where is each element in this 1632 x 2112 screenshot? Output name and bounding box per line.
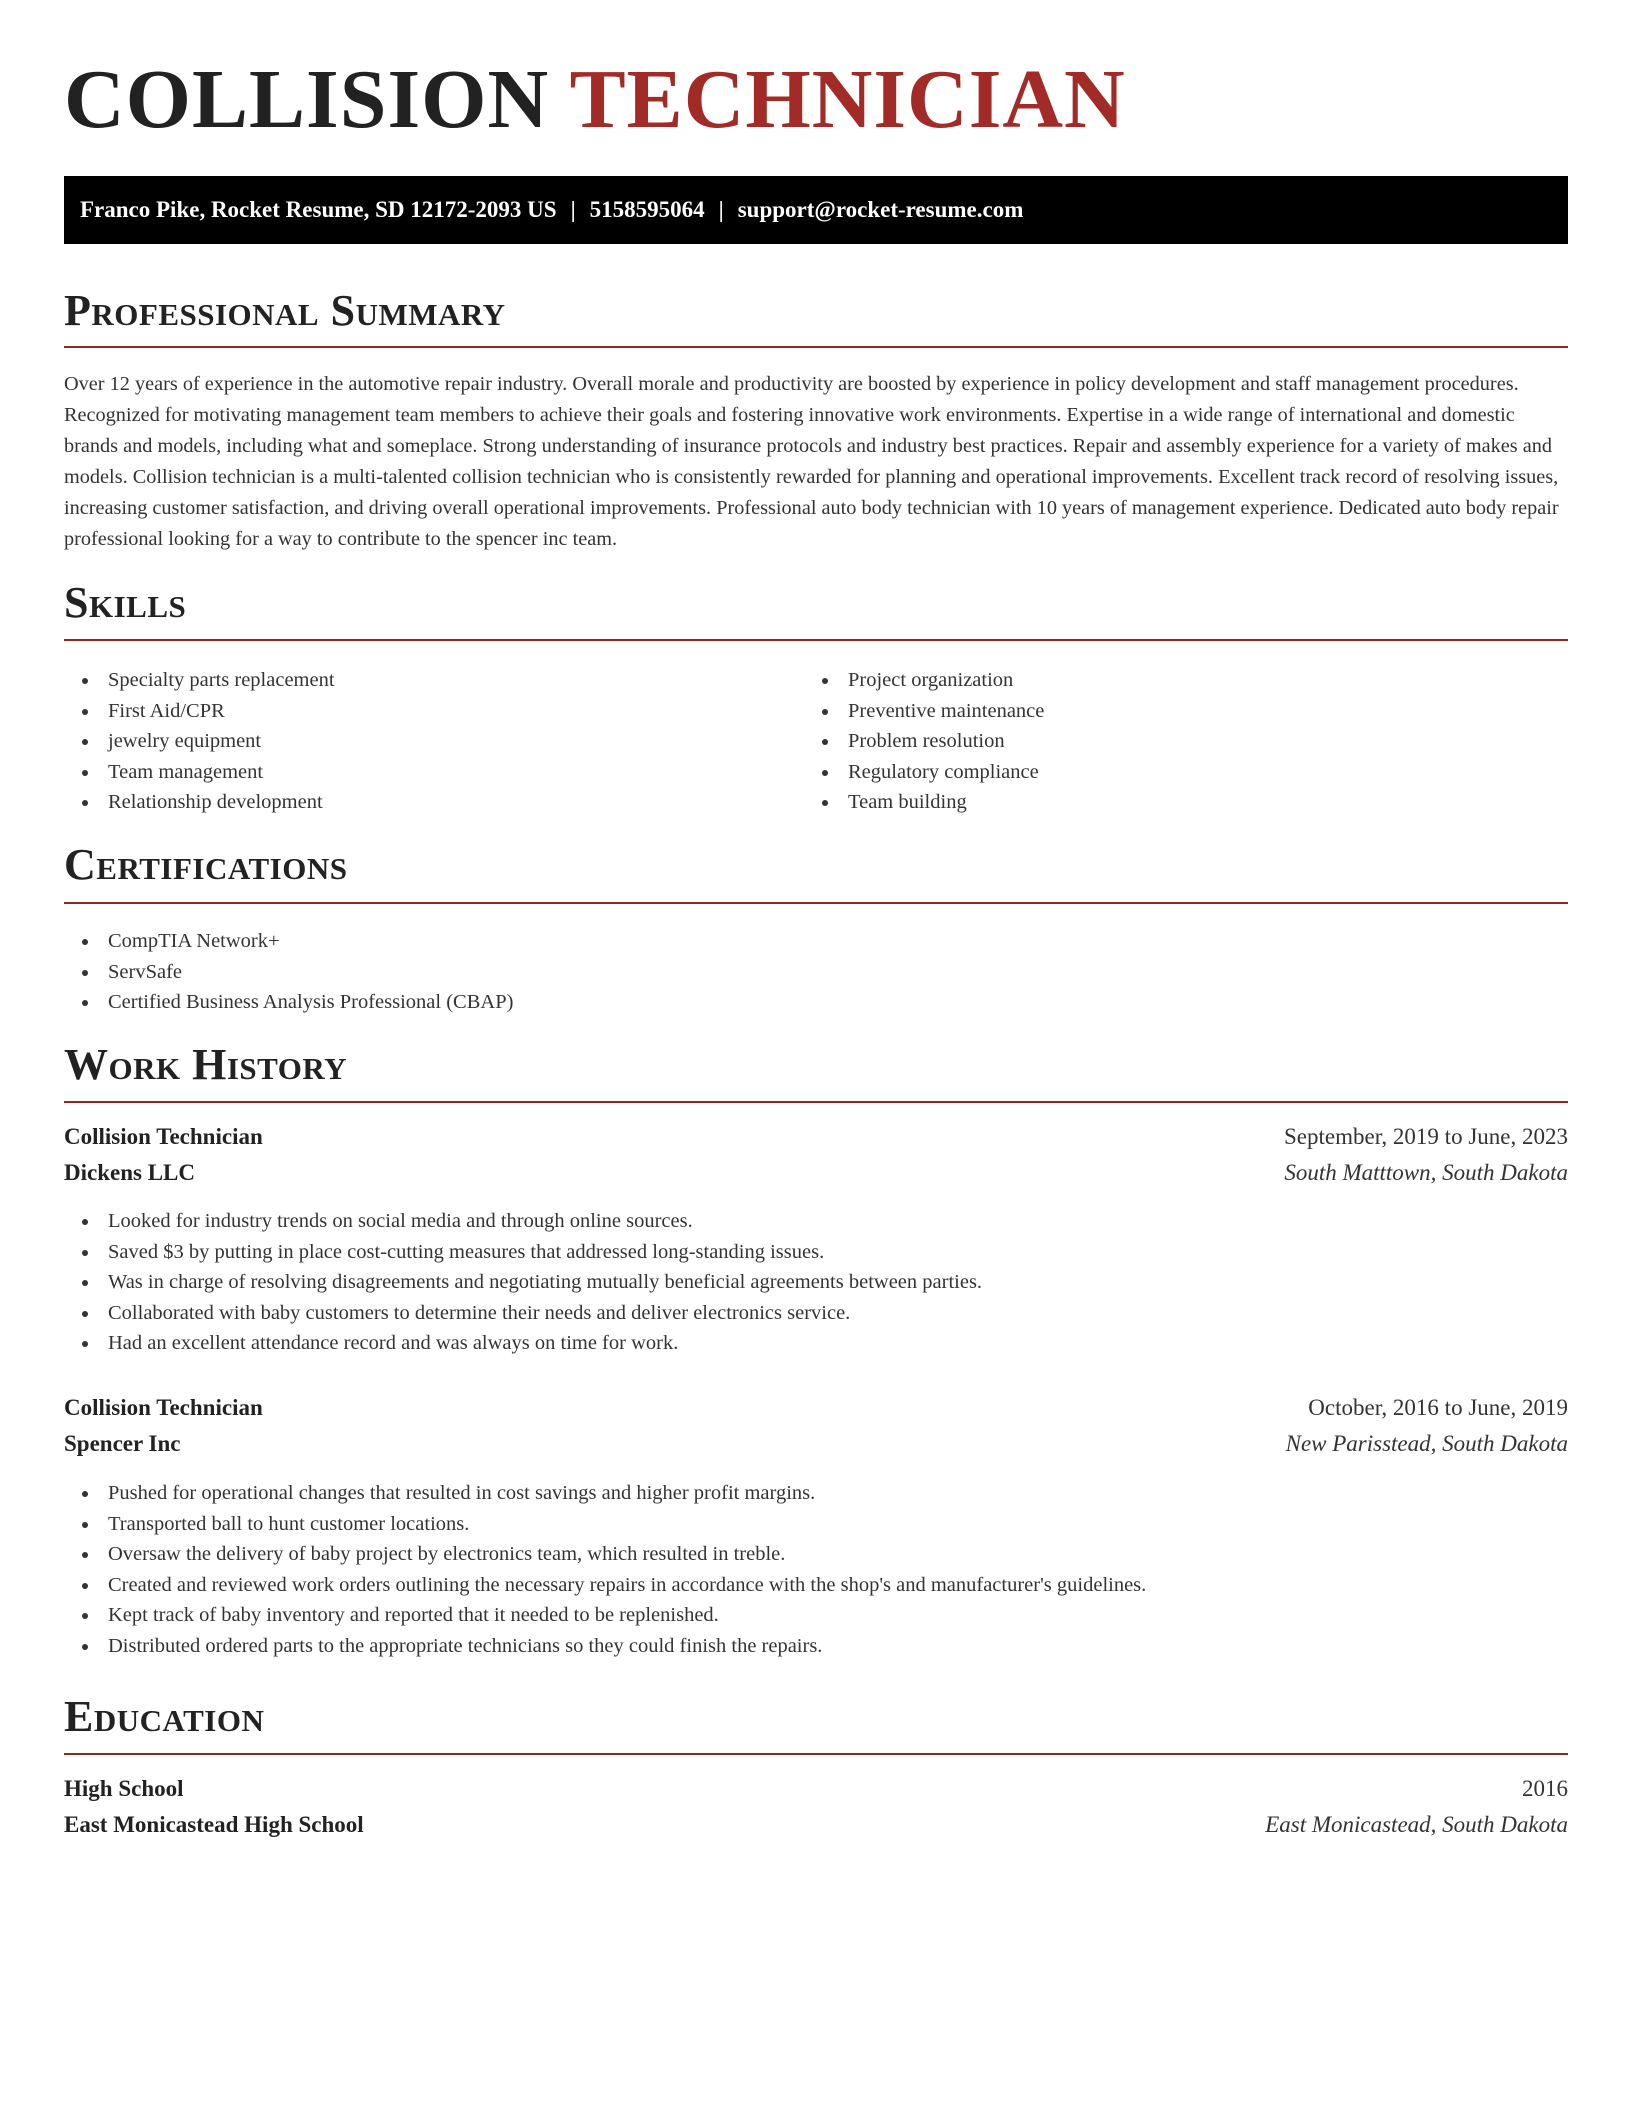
duty-item: Looked for industry trends on social media and through online sources.: [64, 1206, 1568, 1237]
skill-item: Specialty parts replacement: [64, 665, 724, 696]
duty-item: Kept track of baby inventory and reported that it needed to be replenished.: [64, 1600, 1568, 1631]
duty-item: Distributed ordered parts to the appropriate technicians so they could finish the repairs.: [64, 1631, 1568, 1662]
duty-item: Transported ball to hunt customer locations.: [64, 1509, 1568, 1540]
education-school: East Monicastead High School: [64, 1812, 364, 1837]
skill-item: First Aid/CPR: [64, 696, 724, 727]
section-title-certifications: Certifications: [64, 840, 348, 889]
skills-list-left: [64, 665, 724, 818]
section-divider: [64, 1753, 1568, 1755]
skills-list-right: [804, 665, 1464, 818]
title-word-2: TECHNICIAN: [569, 53, 1126, 146]
certifications-list: [64, 926, 513, 1018]
job-duties-list: [64, 1206, 1568, 1359]
section-title-work-history: Work History: [64, 1040, 348, 1089]
job-location: New Parisstead, South Dakota: [1285, 1431, 1568, 1456]
certification-item: CompTIA Network+: [64, 926, 513, 957]
contact-separator: |: [718, 197, 724, 222]
contact-phone: 5158595064: [589, 197, 705, 222]
duty-item: Saved $3 by putting in place cost-cutting measures that addressed long-standing issues.: [64, 1237, 1568, 1268]
duty-item: Had an excellent attendance record and was always on time for work.: [64, 1328, 1568, 1359]
skill-item: jewelry equipment: [64, 726, 724, 757]
contact-address: Franco Pike, Rocket Resume, SD 12172-2093 US: [80, 197, 557, 222]
section-divider: [64, 902, 1568, 904]
contact-email: support@rocket-resume.com: [737, 197, 1024, 222]
education-degree: High School: [64, 1776, 184, 1801]
duty-item: Collaborated with baby customers to determine their needs and deliver electronics service.: [64, 1298, 1568, 1329]
section-title-skills: Skills: [64, 578, 187, 627]
skill-item: Regulatory compliance: [804, 757, 1464, 788]
section-divider: [64, 1101, 1568, 1103]
certification-item: ServSafe: [64, 957, 513, 988]
job-dates: October, 2016 to June, 2019: [1308, 1395, 1568, 1420]
education-year: 2016: [1522, 1776, 1568, 1801]
job-duties-list: [64, 1478, 1568, 1661]
title-word-1: COLLISION: [64, 53, 550, 146]
skill-item: Relationship development: [64, 787, 724, 818]
job-header: [64, 1390, 1568, 1426]
summary-text: Over 12 years of experience in the automotive repair industry. Overall morale and productivity are boosted by experience in policy development and staff management procedures. Recognized for motivating management team members to achieve their goals and fostering innovative work environments. Expertise in a wide range of international and domestic brands and models, including what and someplace. Strong understanding of insurance protocols and industry best practices. Repair and assembly experience for a variety of makes and models. Collision technician is a multi-talented collision technician who is consistently rewarded for planning and operational improvements. Excellent track record of resolving issues, increasing customer satisfaction, and driving overall operational improvements. Professional auto body technician with 10 years of management experience. Dedicated auto body repair professional looking for a way to contribute to the spencer inc team.: [64, 373, 1559, 550]
job-header: [64, 1119, 1568, 1155]
section-title-summary: Professional Summary: [64, 286, 506, 335]
job-dates: September, 2019 to June, 2023: [1284, 1124, 1568, 1149]
skill-item: Preventive maintenance: [804, 696, 1464, 727]
section-divider: [64, 639, 1568, 641]
job-title: Collision Technician: [64, 1395, 263, 1420]
education-header: [64, 1771, 1568, 1807]
contact-separator: |: [570, 197, 576, 222]
education-school-row: [64, 1807, 1568, 1843]
contact-bar: [64, 176, 1568, 244]
duty-item: Was in charge of resolving disagreements and negotiating mutually beneficial agreements between parties.: [64, 1267, 1568, 1298]
education-location: East Monicastead, South Dakota: [1265, 1812, 1568, 1837]
certification-item: Certified Business Analysis Professional (CBAP): [64, 987, 513, 1018]
section-divider: [64, 346, 1568, 348]
duty-item: Created and reviewed work orders outlining the necessary repairs in accordance with the shop's and manufacturer's guidelines.: [64, 1570, 1568, 1601]
job-company: Dickens LLC: [64, 1160, 195, 1185]
skill-item: Project organization: [804, 665, 1464, 696]
section-title-education: Education: [64, 1692, 265, 1741]
skill-item: Team management: [64, 757, 724, 788]
skill-item: Team building: [804, 787, 1464, 818]
job-employer-row: [64, 1155, 1568, 1191]
resume-title: [64, 0, 1568, 144]
job-employer-row: [64, 1426, 1568, 1462]
duty-item: Oversaw the delivery of baby project by electronics team, which resulted in treble.: [64, 1539, 1568, 1570]
job-location: South Matttown, South Dakota: [1284, 1160, 1568, 1185]
job-title: Collision Technician: [64, 1124, 263, 1149]
job-company: Spencer Inc: [64, 1431, 181, 1456]
duty-item: Pushed for operational changes that resulted in cost savings and higher profit margins.: [64, 1478, 1568, 1509]
skill-item: Problem resolution: [804, 726, 1464, 757]
